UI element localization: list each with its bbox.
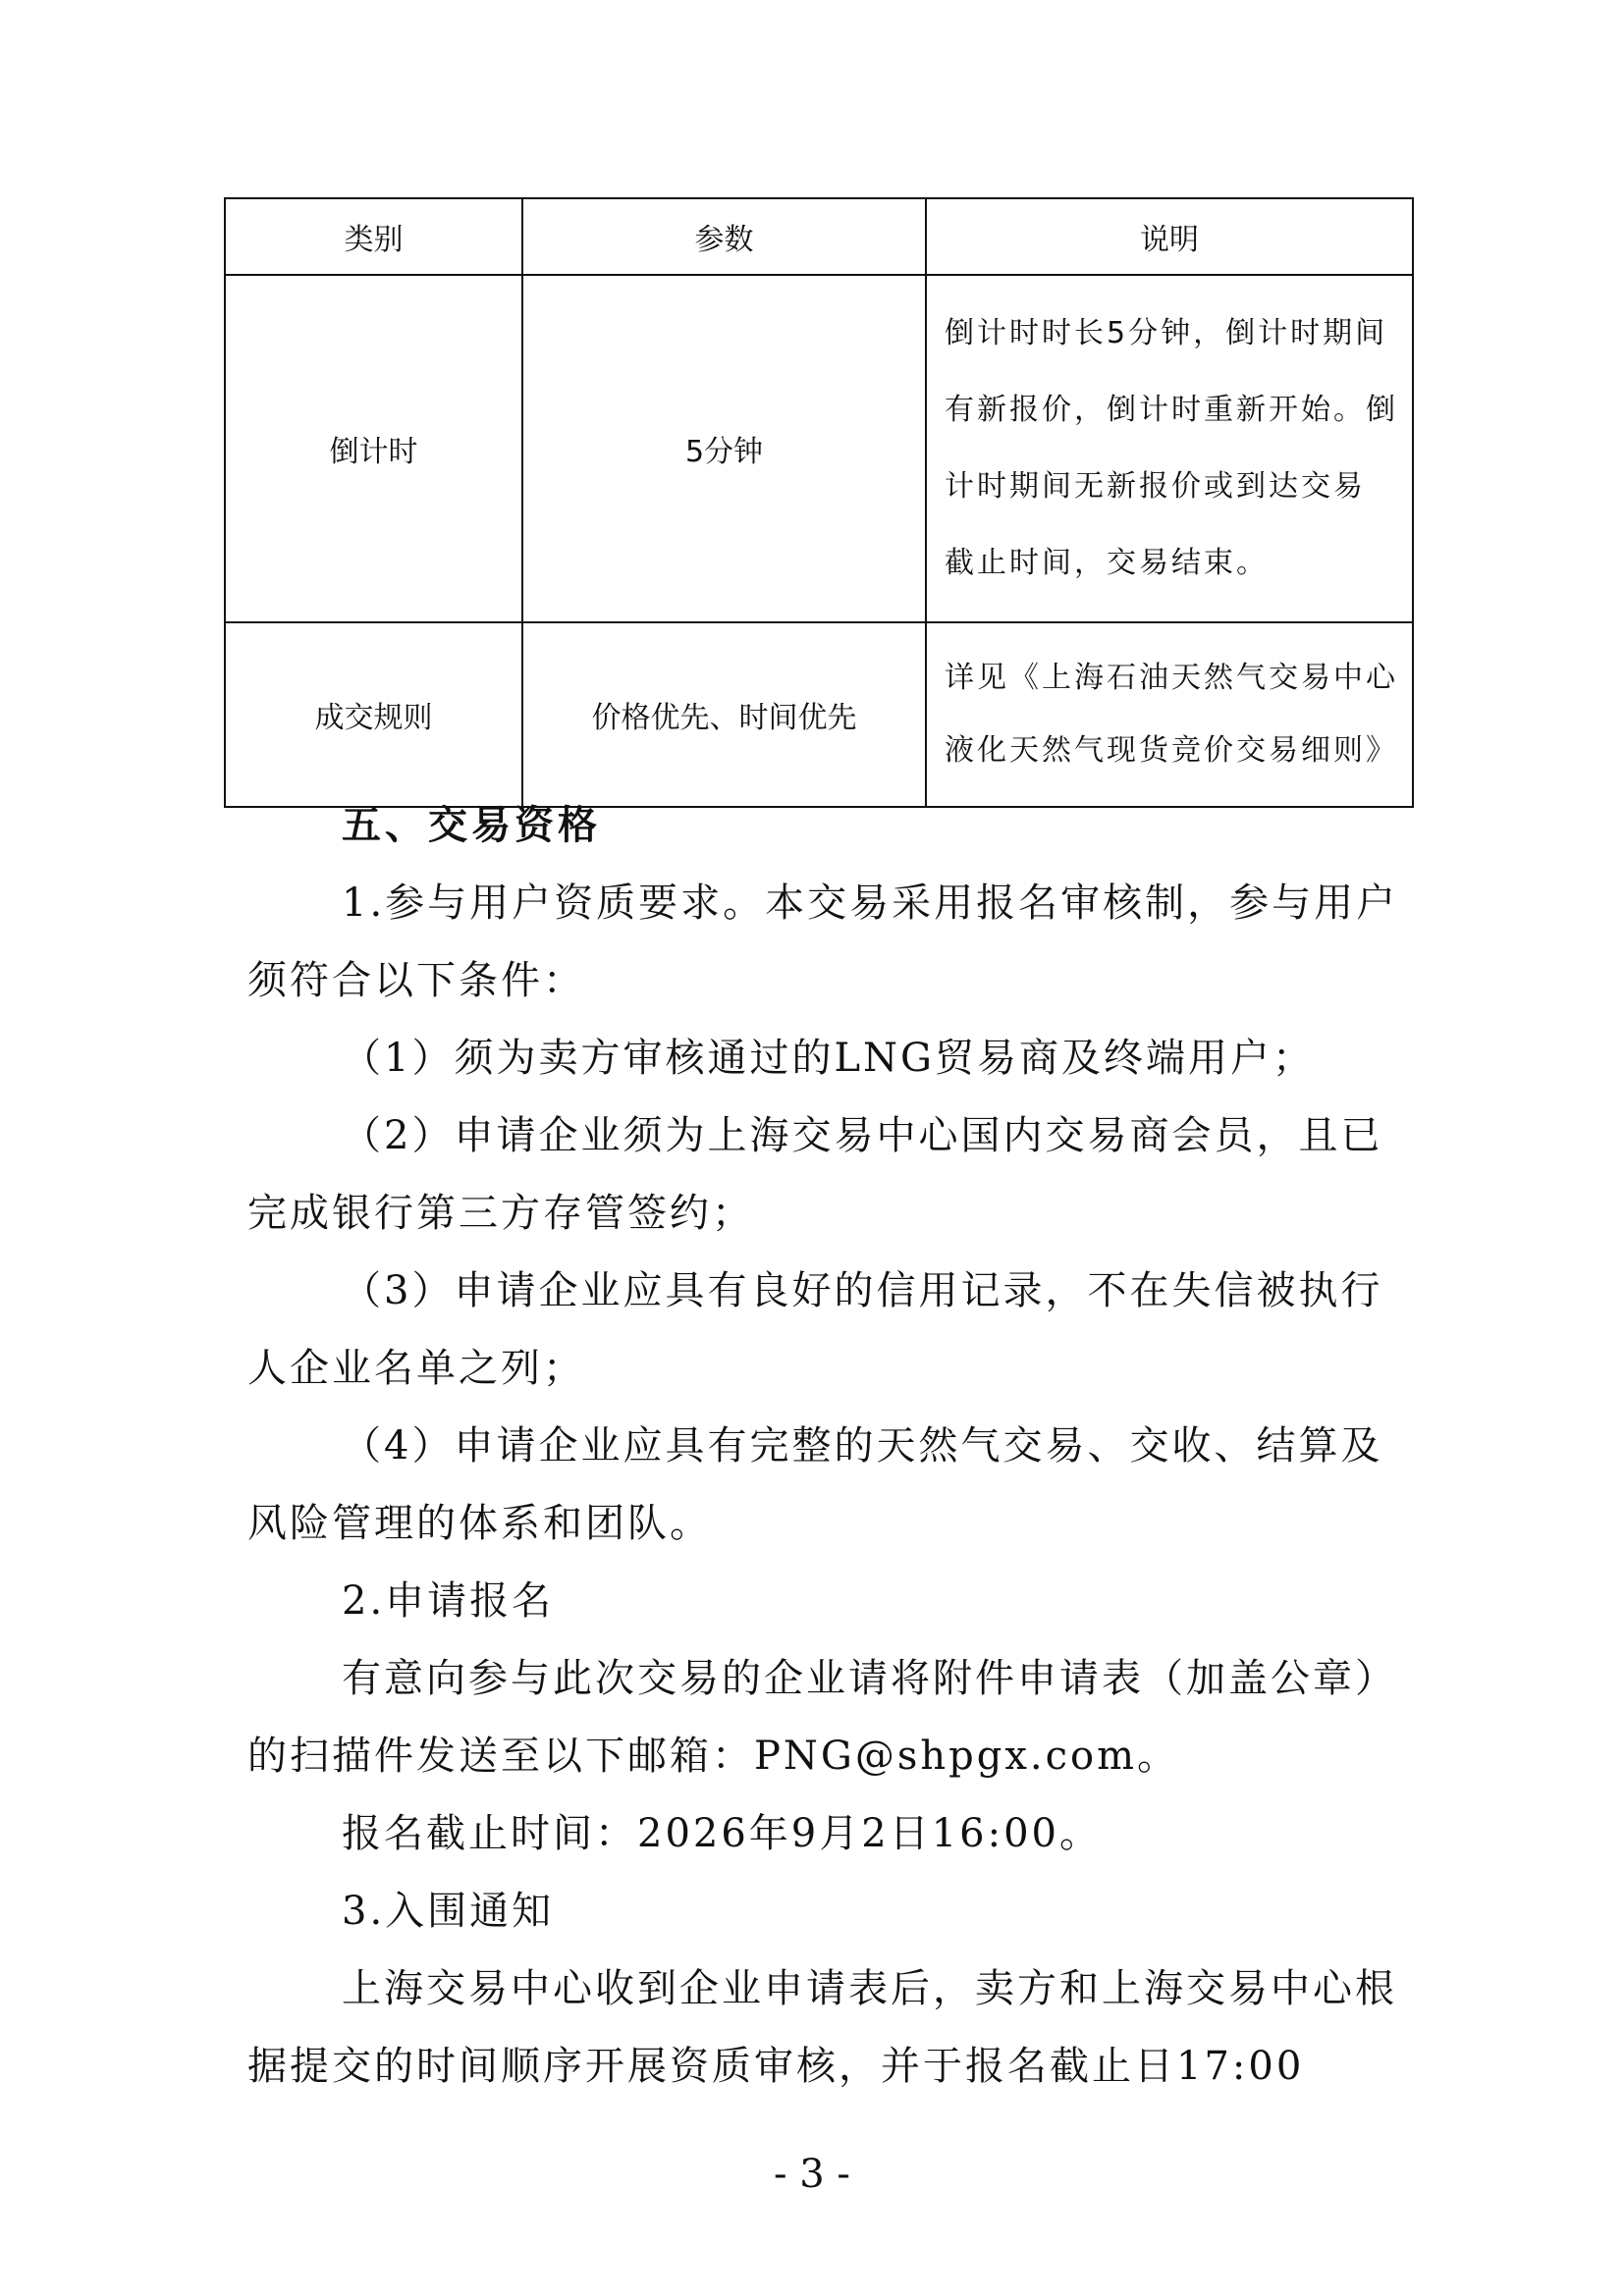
cell-category: 成交规则 xyxy=(225,622,522,807)
paragraph: 1.参与用户资质要求。本交易采用报名审核制，参与用户须符合以下条件： xyxy=(247,881,1399,1003)
table-row xyxy=(225,275,1413,622)
description-line: 倒计时时长5分钟，倒计时期间 xyxy=(945,316,1388,350)
paragraph: （2）申请企业须为上海交易中心国内交易商会员，且已完成银行第三方存管签约； xyxy=(247,1113,1383,1236)
cell-param: 价格优先、时间优先 xyxy=(522,622,926,807)
header-category: 类别 xyxy=(225,198,522,275)
subheading: 3.入围通知 xyxy=(342,1889,555,1934)
description-line: 详见《上海石油天然气交易中心 xyxy=(945,661,1398,695)
cell-description xyxy=(926,622,1413,807)
description-line: 计时期间无新报价或到达交易 xyxy=(945,469,1366,504)
paragraph: 报名截止时间：2026年9月2日16:00。 xyxy=(342,1811,1102,1856)
description-line: 液化天然气现货竞价交易细则》 xyxy=(945,733,1398,768)
table-row xyxy=(225,622,1413,807)
paragraph: （4）申请企业应具有完整的天然气交易、交收、结算及风险管理的体系和团队。 xyxy=(247,1423,1383,1546)
paragraph: （3）申请企业应具有良好的信用记录，不在失信被执行人企业名单之列； xyxy=(247,1268,1383,1391)
parameter-table xyxy=(224,197,1414,808)
cell-category: 倒计时 xyxy=(225,275,522,622)
header-param: 参数 xyxy=(522,198,926,275)
description-line: 截止时间，交易结束。 xyxy=(945,546,1269,580)
section-heading: 五、交易资格 xyxy=(342,803,601,848)
section-body xyxy=(247,787,1406,2106)
page-number: - 3 - xyxy=(774,2152,850,2197)
paragraph: 有意向参与此次交易的企业请将附件申请表（加盖公章）的扫描件发送至以下邮箱：PNG@shpgx.com。 xyxy=(247,1656,1397,1779)
cell-param: 5分钟 xyxy=(522,275,926,622)
cell-description xyxy=(926,275,1413,622)
table-header-row xyxy=(225,198,1413,275)
header-description: 说明 xyxy=(926,198,1413,275)
paragraph: （1）须为卖方审核通过的LNG贸易商及终端用户； xyxy=(342,1036,1315,1081)
description-line: 有新报价，倒计时重新开始。倒 xyxy=(945,393,1398,427)
subheading: 2.申请报名 xyxy=(342,1578,555,1624)
paragraph: 上海交易中心收到企业申请表后，卖方和上海交易中心根据提交的时间顺序开展资质审核，并于报名截止日17:00 xyxy=(247,1966,1397,2089)
